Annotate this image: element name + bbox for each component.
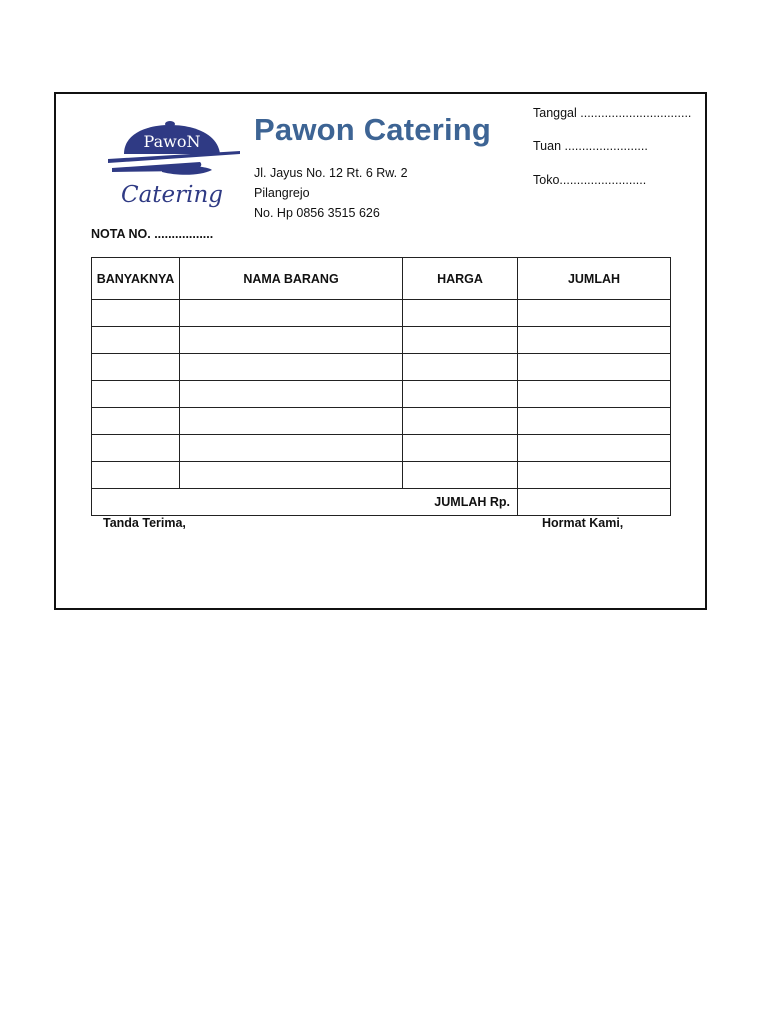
table-cell	[518, 300, 671, 327]
customer-field: Tuan ........................	[533, 139, 648, 153]
table-cell	[92, 462, 180, 489]
table-cell	[518, 408, 671, 435]
table-cell	[92, 327, 180, 354]
table-row	[92, 381, 671, 408]
table-cell	[403, 408, 518, 435]
shop-field: Toko.........................	[533, 173, 647, 187]
phone-number: No. Hp 0856 3515 626	[254, 206, 380, 220]
table-cell	[92, 354, 180, 381]
logo-bottom-text: Catering	[120, 182, 224, 208]
total-amount-cell	[518, 489, 671, 516]
header-price: HARGA	[403, 258, 518, 300]
table-cell	[92, 408, 180, 435]
receipt-form	[54, 92, 707, 610]
table-cell	[180, 462, 403, 489]
table-row	[92, 435, 671, 462]
date-field: Tanggal ................................	[533, 106, 692, 120]
header-quantity: BANYAKNYA	[92, 258, 180, 300]
table-cell	[403, 354, 518, 381]
table-cell	[180, 354, 403, 381]
table-cell	[518, 354, 671, 381]
total-label: JUMLAH Rp.	[92, 489, 518, 516]
header-amount: JUMLAH	[518, 258, 671, 300]
total-row	[92, 489, 671, 516]
table-row	[92, 300, 671, 327]
table-cell	[403, 462, 518, 489]
table-row	[92, 354, 671, 381]
catering-logo	[100, 116, 242, 212]
table-cell	[180, 435, 403, 462]
table-cell	[92, 300, 180, 327]
sender-signature-label: Hormat Kami,	[542, 516, 624, 530]
table-cell	[92, 381, 180, 408]
address-line-1: Jl. Jayus No. 12 Rt. 6 Rw. 2	[254, 166, 408, 180]
address-line-2: Pilangrejo	[254, 186, 310, 200]
table-cell	[180, 300, 403, 327]
table-cell	[403, 300, 518, 327]
table-cell	[403, 327, 518, 354]
company-name: Pawon Catering	[254, 112, 492, 147]
table-cell	[180, 381, 403, 408]
table-row	[92, 408, 671, 435]
table-row	[92, 327, 671, 354]
receiver-signature-label: Tanda Terima,	[103, 516, 186, 530]
invoice-number: NOTA NO. .................	[91, 227, 214, 241]
items-table	[91, 257, 671, 516]
table-row	[92, 462, 671, 489]
header-item-name: NAMA BARANG	[180, 258, 403, 300]
table-cell	[180, 327, 403, 354]
table-cell	[518, 381, 671, 408]
table-header-row	[92, 258, 671, 300]
table-cell	[518, 327, 671, 354]
table-cell	[403, 435, 518, 462]
logo-spoon-bowl	[162, 166, 212, 175]
table-cell	[518, 435, 671, 462]
table-cell	[180, 408, 403, 435]
logo-top-text: PawoN	[143, 132, 201, 151]
table-cell	[92, 435, 180, 462]
table-cell	[518, 462, 671, 489]
table-cell	[403, 381, 518, 408]
